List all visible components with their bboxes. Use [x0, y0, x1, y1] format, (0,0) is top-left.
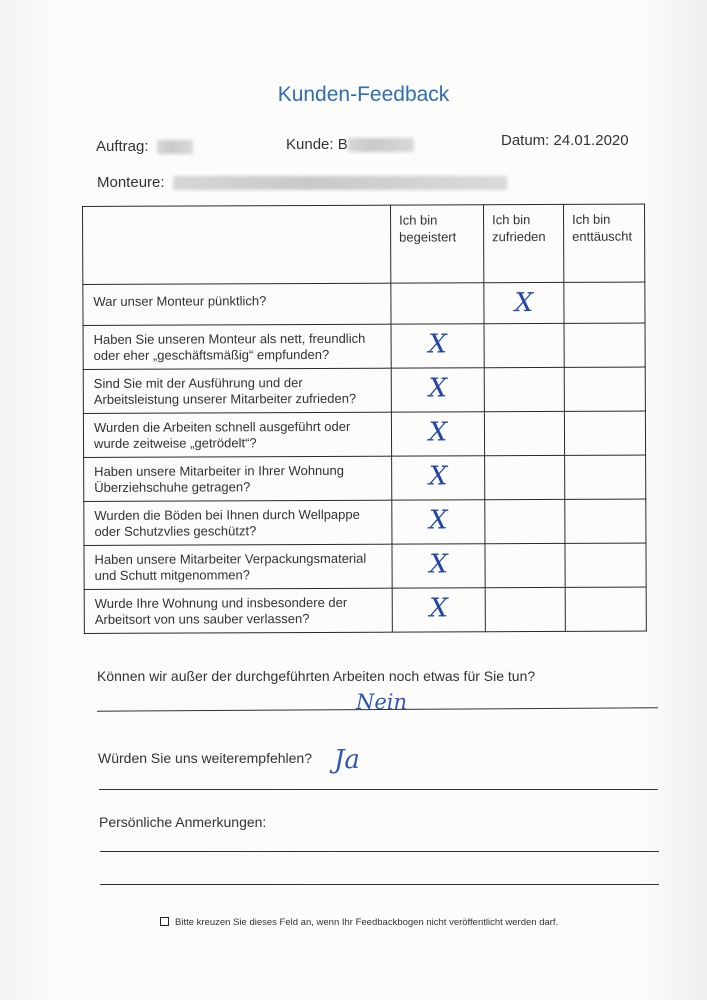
rating-cell[interactable] [564, 411, 645, 455]
rating-cell[interactable] [392, 500, 485, 544]
optout-checkbox[interactable] [160, 917, 169, 926]
cross-mark: X [428, 417, 448, 448]
rating-cell[interactable] [485, 499, 565, 543]
date-value: 24.01.2020 [553, 132, 629, 149]
page-title: Kunden-Feedback [277, 83, 450, 106]
table-row [83, 367, 645, 413]
fitters-label: Monteure: [97, 174, 165, 191]
question-cell: Wurden die Arbeiten schnell ausgeführt oder wurde zeitweise „getrödelt“? [83, 412, 391, 457]
cross-mark: X [429, 505, 448, 536]
answer-more-help: Nein [356, 690, 408, 714]
remarks-line [100, 884, 659, 885]
rating-cell[interactable] [565, 499, 646, 543]
question-cell: Sind Sie mit der Ausführung und der Arbeitsleistung unserer Mitarbeiter zufrieden? [83, 368, 391, 413]
question-cell: Haben Sie unseren Monteur als nett, freundlich oder eher „geschäftsmäßig“ empfunden? [83, 324, 391, 369]
rating-cell[interactable] [565, 587, 646, 631]
rating-cell[interactable] [564, 367, 645, 411]
rating-cell[interactable] [392, 544, 485, 588]
redacted-order-number [157, 140, 193, 154]
cross-mark: X [428, 373, 448, 404]
rating-cell[interactable] [392, 588, 485, 632]
question-cell: War unser Monteur pünktlich? [83, 283, 391, 325]
question-cell: Haben unsere Mitarbeiter Verpackungsmaterial und Schutt mitgenommen? [84, 544, 392, 589]
table-header-row [83, 204, 645, 284]
order-field [96, 138, 193, 155]
header-blank-cell [83, 205, 391, 284]
rating-cell[interactable] [484, 282, 564, 323]
rating-cell[interactable] [564, 282, 645, 323]
customer-field [286, 136, 414, 153]
fitters-field [97, 174, 507, 191]
rating-cell[interactable] [485, 455, 565, 499]
rating-cell[interactable] [392, 456, 485, 500]
column-header: Ich bin begeistert [390, 205, 483, 283]
question-cell: Haben unsere Mitarbeiter in Ihrer Wohnung Überziehschuhe getragen? [84, 456, 392, 501]
cross-mark: X [429, 549, 448, 580]
rating-cell[interactable] [391, 412, 484, 456]
redacted-customer-name [348, 138, 414, 152]
rating-cell[interactable] [565, 455, 646, 499]
table-row [84, 499, 646, 545]
rating-cell[interactable] [565, 543, 646, 587]
rating-cell[interactable] [391, 324, 484, 368]
question-more-help: Können wir außer der durchgeführten Arbeiten noch etwas für Sie tun? [97, 668, 536, 684]
rating-cell[interactable] [391, 283, 484, 324]
rating-cell[interactable] [484, 367, 564, 411]
optout-label: Bitte kreuzen Sie dieses Feld an, wenn Ihr Feedbackbogen nicht veröffentlicht werden darf. [175, 917, 559, 928]
order-label: Auftrag: [96, 138, 149, 155]
rating-cell[interactable] [485, 587, 565, 631]
cross-mark: X [428, 461, 448, 492]
table-row [84, 543, 646, 589]
rating-cell[interactable] [564, 323, 645, 367]
publication-optout [160, 917, 558, 928]
cross-mark: X [429, 593, 449, 624]
cross-mark: X [514, 288, 534, 319]
cross-mark: X [428, 329, 447, 360]
question-cell: Wurden die Böden bei Ihnen durch Wellpappe oder Schutzvlies geschützt? [84, 500, 392, 545]
table-body [83, 282, 647, 633]
table-row [83, 323, 645, 369]
date-label: Datum: [501, 132, 550, 149]
rating-cell[interactable] [484, 323, 564, 367]
feedback-table [82, 204, 647, 634]
customer-initial: B [337, 136, 348, 153]
table-row [84, 587, 646, 633]
rating-cell[interactable] [484, 411, 564, 455]
question-recommend: Würden Sie uns weiterempfehlen? [98, 750, 313, 766]
rating-cell[interactable] [485, 543, 565, 587]
table-row [83, 282, 645, 325]
date-field [501, 132, 629, 149]
redacted-fitters-names [173, 176, 507, 190]
column-header: Ich bin enttäuscht [563, 204, 644, 282]
question-remarks: Persönliche Anmerkungen: [99, 814, 267, 830]
column-header: Ich bin zufrieden [483, 204, 563, 282]
answer-recommend: Ja [334, 745, 360, 775]
remarks-line [100, 851, 659, 852]
table-row [83, 411, 645, 457]
rating-cell[interactable] [391, 368, 484, 412]
customer-label: Kunde: [286, 136, 334, 153]
table-row [84, 455, 646, 501]
question-cell: Wurde Ihre Wohnung und insbesondere der Arbeitsort von uns sauber verlassen? [84, 588, 392, 633]
answer-line [99, 789, 658, 790]
